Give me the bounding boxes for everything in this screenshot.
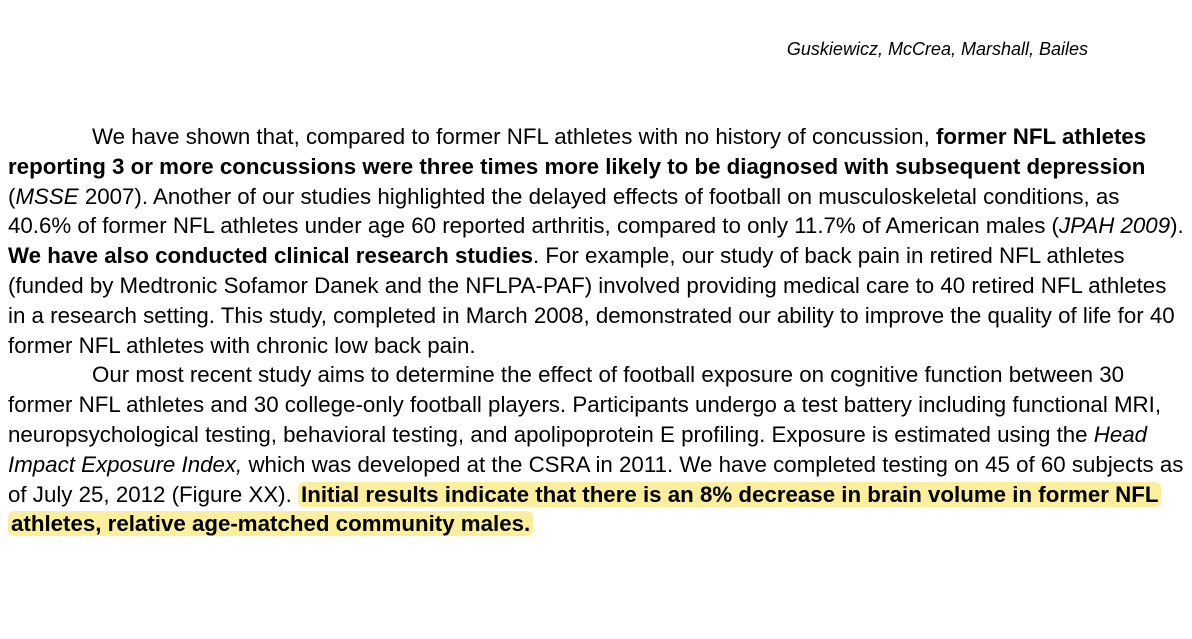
bold-clinical-research: We have also conducted clinical research studies (8, 243, 534, 269)
highlighted-initial-results: Initial results indicate that there is an 8% decrease in brain volume in former NFL athletes, relative age-matched community males. (8, 482, 1161, 537)
citation-jpah: JPAH 2009 (1058, 213, 1171, 239)
text-run: ). (1170, 213, 1184, 239)
text-run: We have shown that, compared to former NFL athletes with no history of concussion, (92, 124, 930, 149)
text-run: 2007). Another of our studies highlighted the delayed effects of football on musculoskeletal conditions, as 40.6% of former NFL athletes under age 60 reported arthritis, compared to only 11.7% of American males ( (8, 183, 1120, 239)
running-header-authors: Guskiewicz, McCrea, Marshall, Bailes (786, 39, 1088, 59)
text-run: ( (8, 183, 16, 209)
paragraph-concussion-research (8, 122, 1188, 360)
paragraph-recent-study (8, 360, 1188, 539)
text-run: which was developed at the CSRA in 2011. We have completed testing on 45 of 60 subjects as of July 25, 2012 (Figure XX). (8, 451, 1184, 507)
text-run: Our most recent study aims to determine the effect of football exposure on cognitive function between 30 former NFL athletes and 30 college-only football players. Participants undergo a test battery including functional MRI, neuropsychological testing, behavioral testing, and apolipoprotein E profiling. Exposure is estimated using the (8, 362, 1162, 447)
document-body (8, 122, 1188, 539)
italic-head-impact-index: Head Impact Exposure Index, (8, 421, 1148, 477)
text-run: . For example, our study of back pain in retired NFL athletes (funded by Medtronic Sofamor Danek and the NFLPA-PAF) involved providing medical care to 40 retired NFL athletes in a research setting. This study, completed in March 2008, demonstrated our ability to improve the quality of life for 40 former NFL athletes with chronic low back pain. (8, 243, 1175, 358)
citation-msse: MSSE (15, 183, 79, 209)
bold-finding-depression: former NFL athletes reporting 3 or more concussions were three times more likely to be diagnosed with subsequent depression (8, 124, 1147, 179)
